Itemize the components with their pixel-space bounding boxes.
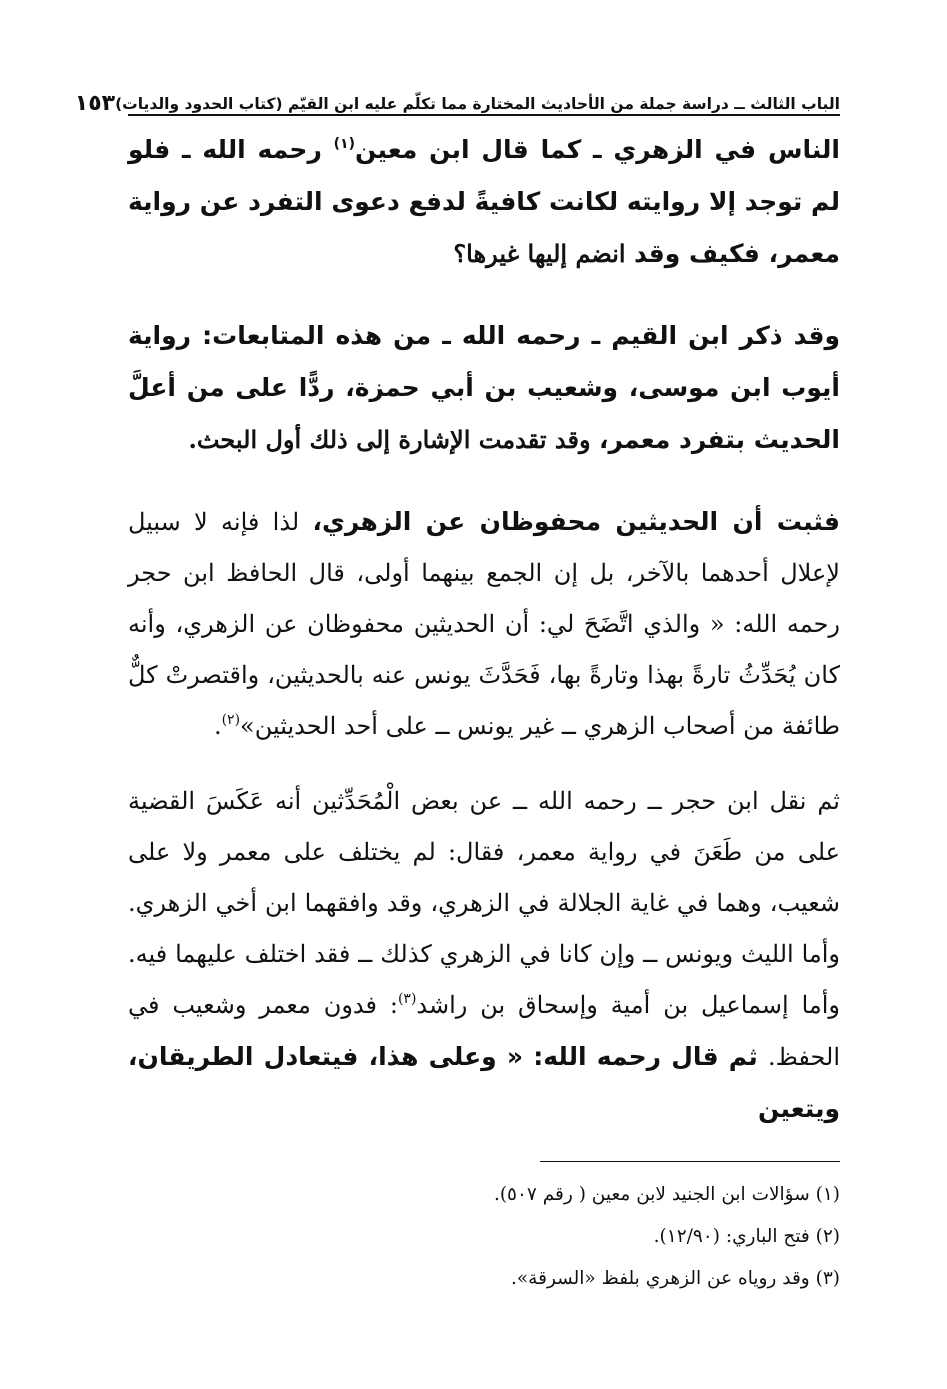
footnote-1: (١) سؤالات ابن الجنيد لابن معين ( رقم ٥٠٧).	[493, 1184, 840, 1205]
paragraph-gap	[128, 752, 840, 776]
page-body	[128, 124, 840, 1135]
paragraph-2-text-a: وقد ذكر ابن القيم ـ رحمه الله ـ من هذه المتابعات: رواية أيوب ابن موسى، وشعيب بن أبي حمزة، ردًّا على من أعلَّ الحديث بتفرد معمر،	[128, 321, 840, 454]
footnote-2: (٢) فتح الباري: (١٢/٩٠).	[653, 1226, 840, 1247]
page-number: ١٥٣	[74, 91, 116, 116]
footnotes-section	[128, 1161, 840, 1300]
paragraph-gap	[128, 466, 840, 496]
footnote-separator	[540, 1161, 840, 1162]
footnote-3: (٣) وقد روياه عن الزهري بلفظ «السرقة».	[510, 1268, 840, 1289]
footnote-ref-2: (٢)	[221, 712, 241, 728]
paragraph-4-text-a: ثم نقل ابن حجر ــ رحمه الله ــ عن بعض الْمُحَدِّثين أنه عَكَسَ القضية على من طَعَنَ في رواية معمر، فقال: لم يختلف على معمر ولا على شعيب، وهما في غاية الجلالة في الزهري، وقد وافقهما ابن أخي الزهري. وأما الليث ويونس ــ وإن كانا في الزهري كذلك ــ فقد اختلف عليهما فيه. وأما إسماعيل بن أمية وإسحاق بن راشد	[128, 787, 840, 1019]
paragraph-4-bold-tail: ثم قال رحمه الله: « وعلى هذا، فيتعادل الطريقان، ويتعين	[128, 1042, 840, 1123]
paragraph-4-text-b: : فدون معمر وشعيب في الحفظ.	[128, 991, 840, 1071]
paragraph-gap	[128, 280, 840, 310]
footnote-ref-3: (٣)	[397, 991, 417, 1007]
paragraph-3	[128, 496, 840, 752]
running-header	[74, 78, 840, 116]
paragraph-2	[128, 310, 840, 466]
footnote-ref-1: (١)	[333, 136, 355, 152]
paragraph-1-text-a: الناس في الزهري ـ كما قال ابن معين	[355, 135, 841, 164]
paragraph-2-text-b: وقد تقدمت الإشارة إلى ذلك أول البحث.	[188, 425, 599, 454]
chapter-title: الباب الثالث ــ دراسة جملة من الأحاديث المختارة مما تكلّم عليه ابن القيّم (كتاب الحدود والديات)	[115, 95, 840, 113]
paragraph-3-bold-lead: فثبت أن الحديثين محفوظان عن الزهري،	[312, 507, 840, 536]
paragraph-4	[128, 776, 840, 1135]
paragraph-1-text-b: رحمه الله ـ فلو لم توجد إلا روايته لكانت كافيةً لدفع دعوى التفرد عن رواية معمر، فكيف وقد	[128, 135, 840, 268]
paragraph-1	[128, 124, 840, 280]
paragraph-1-text-c: انضم إليها غيرها؟	[453, 239, 634, 268]
book-page	[74, 78, 841, 1358]
paragraph-3-end: .	[213, 712, 222, 740]
paragraph-3-text: لذا فإنه لا سبيل لإعلال أحدهما بالآخر، بل إن الجمع بينهما أولى، قال الحافظ ابن حجر رحمه الله: « والذي اتَّضَحَ لي: أن الحديثين محفوظان عن الزهري، وأنه كان يُحَدِّثُ تارةً بهذا وتارةً بها، فَحَدَّثَ يونس عنه بالحديثين، واقتصرتْ كلٌّ طائفة من أصحاب الزهري ــ غير يونس ــ على أحد الحديثين»	[128, 508, 840, 740]
